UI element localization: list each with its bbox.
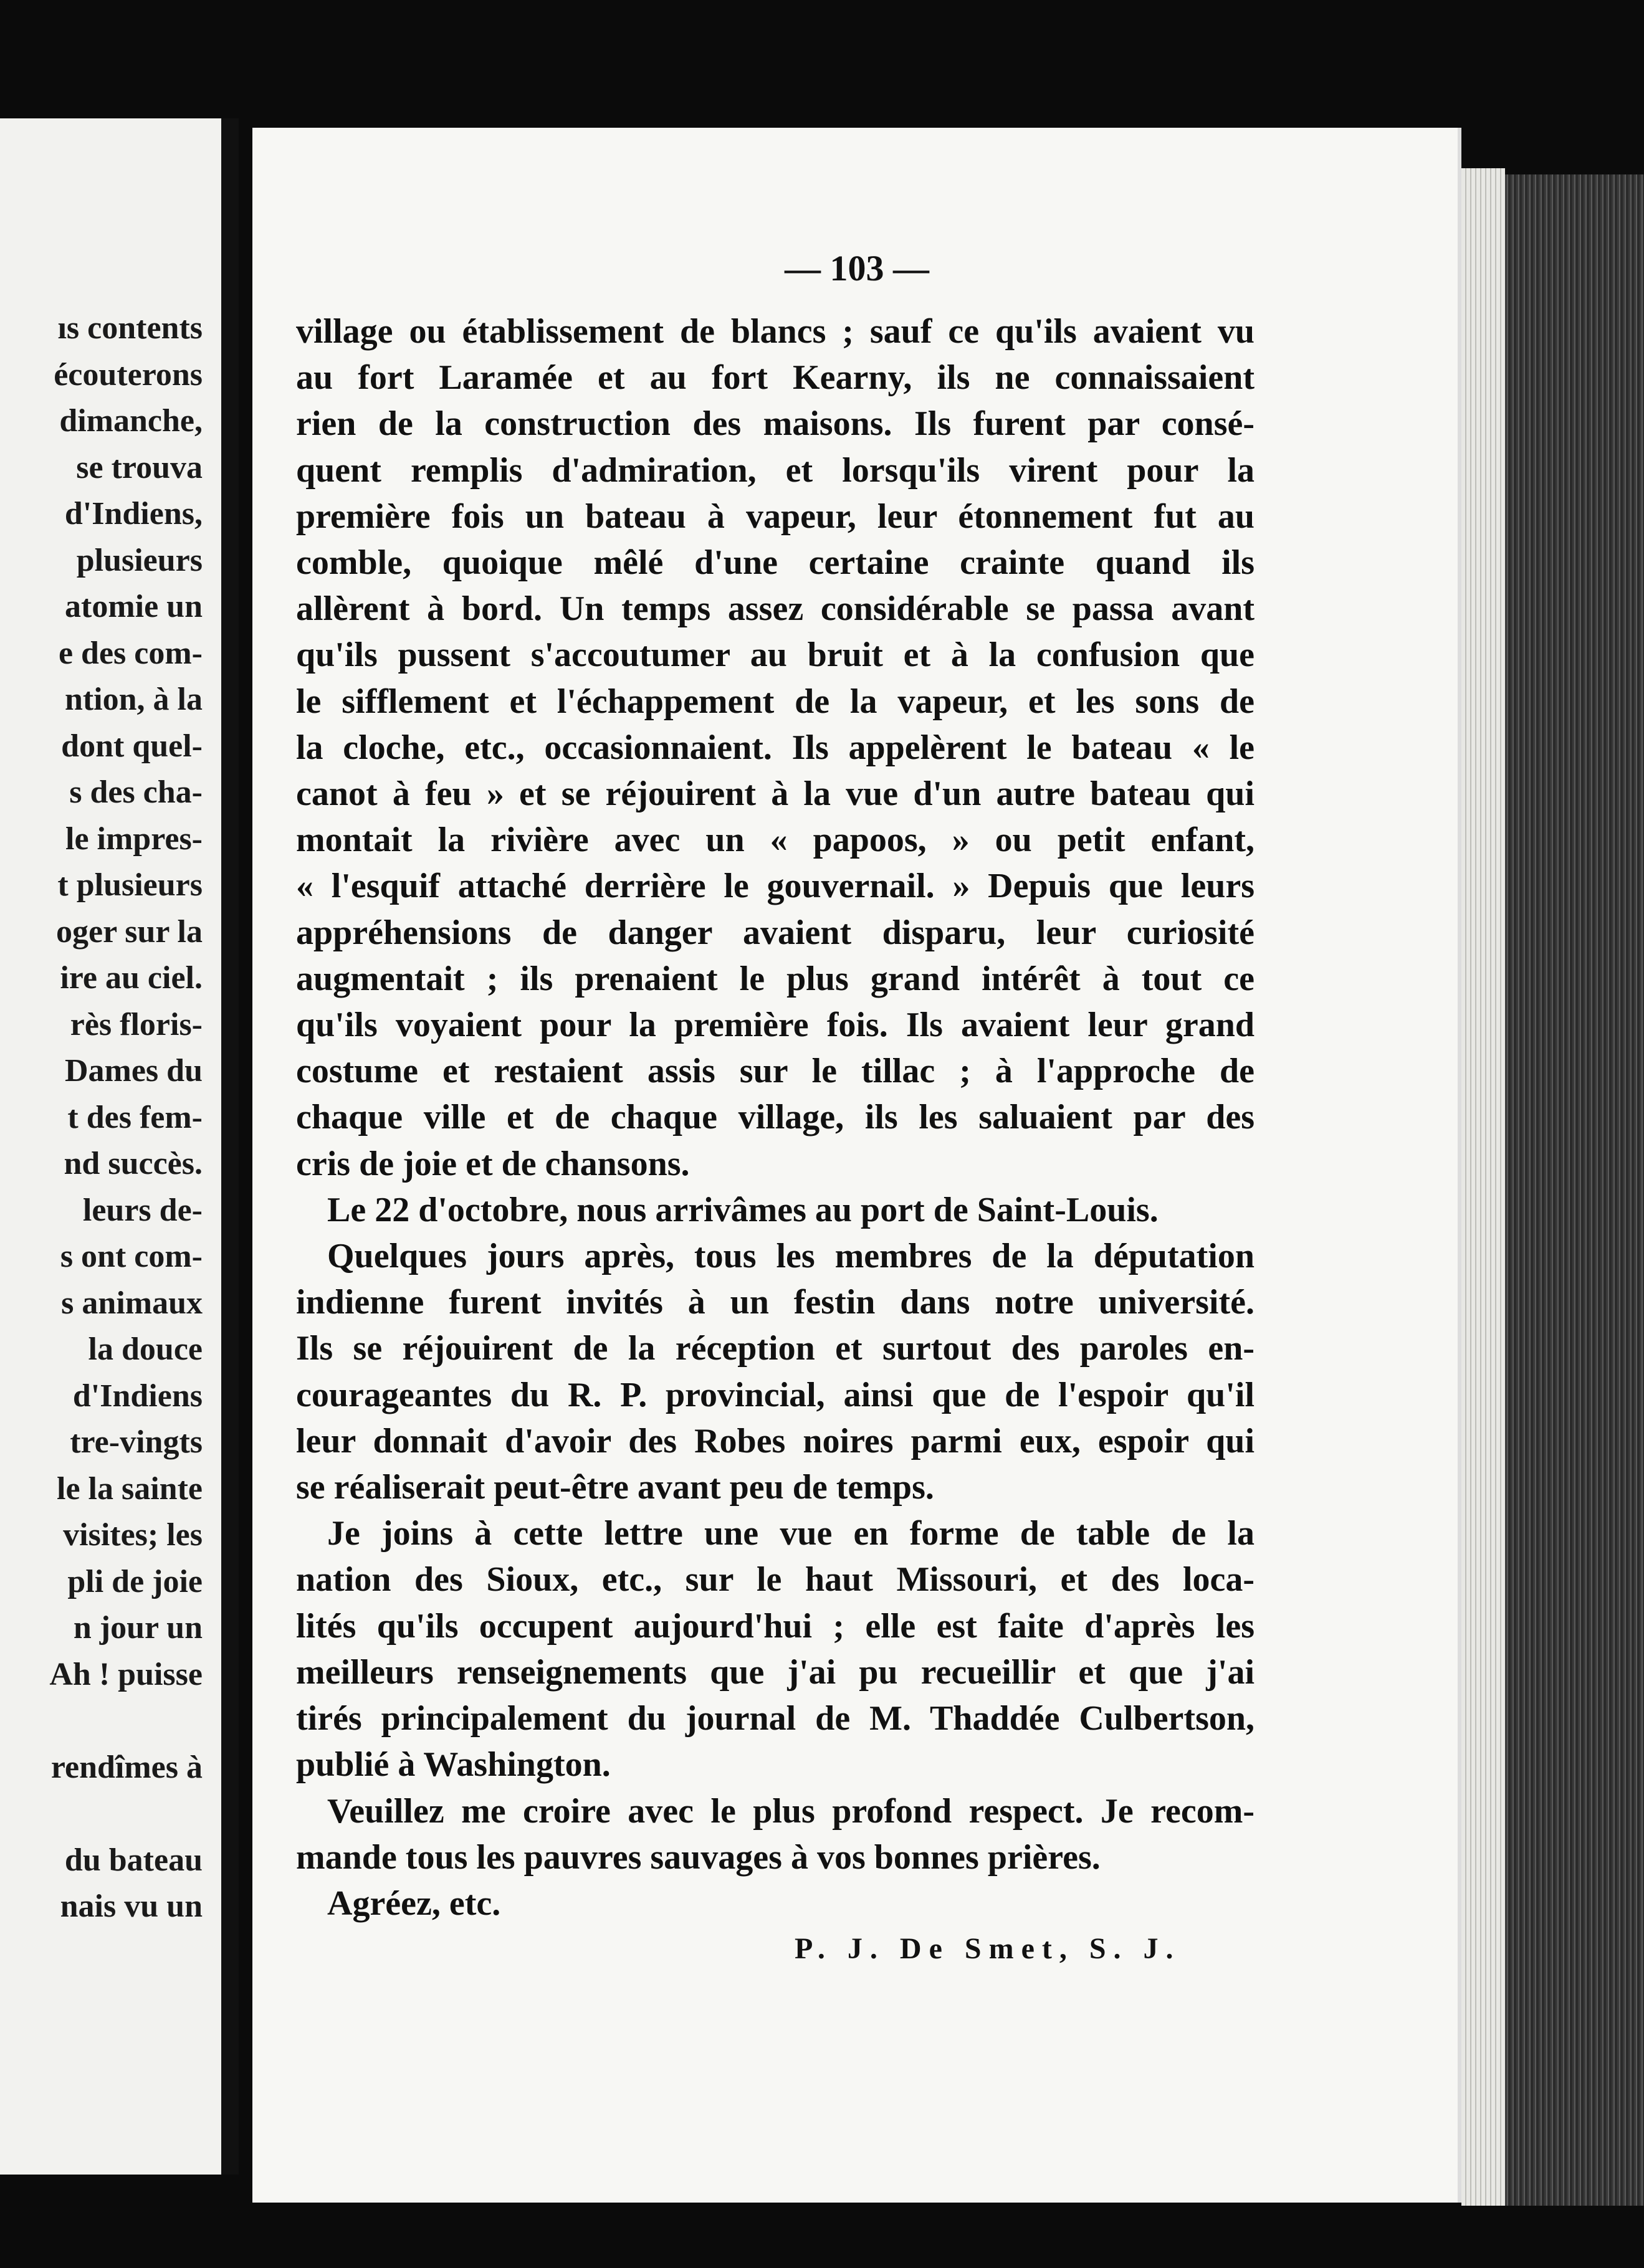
book-page [252, 128, 1461, 2203]
text-line: le sifflement et l'échappement de la vapeur, et les sons de [296, 682, 1255, 721]
text-line: appréhensions de danger avaient disparu, leur curiosité [296, 913, 1255, 952]
previous-page-line: plusieurs [76, 542, 203, 578]
previous-page-line: du bateau [64, 1842, 203, 1878]
text-line: lités qu'ils occupent aujourd'hui ; elle est faite d'après les [296, 1606, 1255, 1646]
text-line: village ou établissement de blancs ; sauf ce qu'ils avaient vu [296, 312, 1255, 351]
text-line: augmentait ; ils prenaient le plus grand intérêt à tout ce [296, 959, 1255, 998]
previous-page-line: t des fem- [67, 1099, 203, 1135]
text-line: comble, quoique mêlé d'une certaine crainte quand ils [296, 543, 1255, 583]
text-line: leur donnait d'avoir des Robes noires parmi eux, espoir qui [296, 1421, 1255, 1460]
text-line: quent remplis d'admiration, et lorsqu'ils virent pour la [296, 450, 1255, 490]
previous-page-line: d'Indiens, [64, 496, 203, 531]
text-line: Le 22 d'octobre, nous arrivâmes au port de Saint-Louis. [327, 1190, 1159, 1229]
text-line: Veuillez me croire avec le plus profond respect. Je recom- [327, 1791, 1255, 1831]
previous-page-line: rès floris- [70, 1006, 203, 1042]
text-line: publié à Washington. [296, 1745, 611, 1784]
text-line: qu'ils voyaient pour la première fois. Ils avaient leur grand [296, 1006, 1255, 1045]
text-line: montait la rivière avec un « papoos, » ou petit enfant, [296, 821, 1255, 860]
previous-page-line: s des cha- [69, 774, 203, 810]
previous-page-line [0, 1791, 203, 1837]
previous-page-line: rendîmes à [50, 1749, 203, 1785]
text-line: nation des Sioux, etc., sur le haut Missouri, et des loca- [296, 1560, 1255, 1599]
text-line: au fort Laramée et au fort Kearny, ils ne connaissaient [296, 358, 1255, 398]
text-line: « l'esquif attaché derrière le gouvernail. » Depuis que leurs [296, 867, 1255, 906]
text-line: allèrent à bord. Un temps assez considérable se passa avant [296, 589, 1255, 629]
text-line: courageantes du R. P. provincial, ainsi que de l'espoir qu'il [296, 1375, 1255, 1414]
previous-page-line: pli de joie [67, 1563, 203, 1599]
text-line: canot à feu » et se réjouirent à la vue d'un autre bateau qui [296, 774, 1255, 814]
text-line: tirés principalement du journal de M. Thaddée Culbertson, [296, 1699, 1255, 1738]
text-line: première fois un bateau à vapeur, leur étonnement fut au [296, 497, 1255, 536]
text-line: la cloche, etc., occasionnaient. Ils appelèrent le bateau « le [296, 728, 1255, 767]
previous-page-line: s ont com- [60, 1239, 203, 1274]
text-line: meilleurs renseignements que j'ai pu recueillir et que j'ai [296, 1652, 1255, 1692]
page-edges [1461, 168, 1505, 2206]
previous-page-line: ıs contents [57, 310, 203, 346]
previous-page-line: d'Indiens [72, 1378, 203, 1414]
text-line: Agréez, etc. [327, 1884, 501, 1923]
previous-page-line: le la sainte [57, 1470, 203, 1507]
previous-page-line: la douce [88, 1332, 203, 1367]
previous-page-line: leurs de- [82, 1192, 203, 1228]
page-number: — 103 — [785, 248, 929, 288]
text-line: Je joins à cette lettre une vue en forme de table de la [327, 1514, 1255, 1553]
previous-page-line: tre-vingts [70, 1424, 203, 1460]
text-line: cris de joie et de chansons. [296, 1144, 690, 1183]
previous-page-line: e des com- [58, 635, 203, 671]
text-line: chaque ville et de chaque village, ils les saluaient par des [296, 1098, 1255, 1137]
previous-page-line: écouterons [54, 356, 203, 393]
text-line: Quelques jours après, tous les membres de la députation [327, 1237, 1255, 1276]
previous-page-line: visites; les [63, 1517, 203, 1553]
previous-page-line: dimanche, [59, 403, 203, 439]
page-body-text [296, 308, 1255, 1927]
text-line: costume et restaient assis sur le tillac ; à l'approche de [296, 1052, 1255, 1091]
text-line: se réaliserait peut-être avant peu de temps. [296, 1468, 934, 1507]
signature: P. J. De Smet, S. J. [795, 1932, 1181, 1965]
text-line: rien de la construction des maisons. Ils furent par consé- [296, 404, 1255, 444]
text-line: Ils se réjouirent de la réception et surtout des paroles en- [296, 1329, 1255, 1368]
previous-page-line: n jour un [73, 1610, 203, 1646]
previous-page-line: se trouva [76, 449, 203, 485]
previous-page-line: Ah ! puisse [49, 1656, 203, 1692]
previous-page-line: le impres- [65, 821, 203, 857]
previous-page-line: ntion, à la [64, 682, 203, 717]
previous-page-line: nd succès. [64, 1146, 203, 1181]
previous-page-line: s animaux [61, 1285, 203, 1321]
previous-page-line: t plusieurs [57, 867, 203, 903]
previous-page-line: Dames du [64, 1053, 203, 1089]
text-line: indienne furent invités à un festin dans notre université. [296, 1283, 1255, 1322]
previous-page-line: oger sur la [56, 913, 203, 950]
previous-page-line: atomie un [65, 589, 203, 624]
previous-page-text [0, 305, 203, 1930]
book-block-edge [1505, 174, 1644, 2206]
previous-page-line: ire au ciel. [60, 960, 203, 996]
text-line: mande tous les pauvres sauvages à vos bonnes prières. [296, 1837, 1101, 1877]
previous-page-line [0, 1698, 203, 1745]
previous-page-line: nais vu un [60, 1889, 203, 1924]
previous-page-line: dont quel- [61, 728, 203, 764]
previous-page [0, 118, 239, 2175]
text-line: qu'ils pussent s'accoutumer au bruit et à la confusion que [296, 636, 1255, 675]
